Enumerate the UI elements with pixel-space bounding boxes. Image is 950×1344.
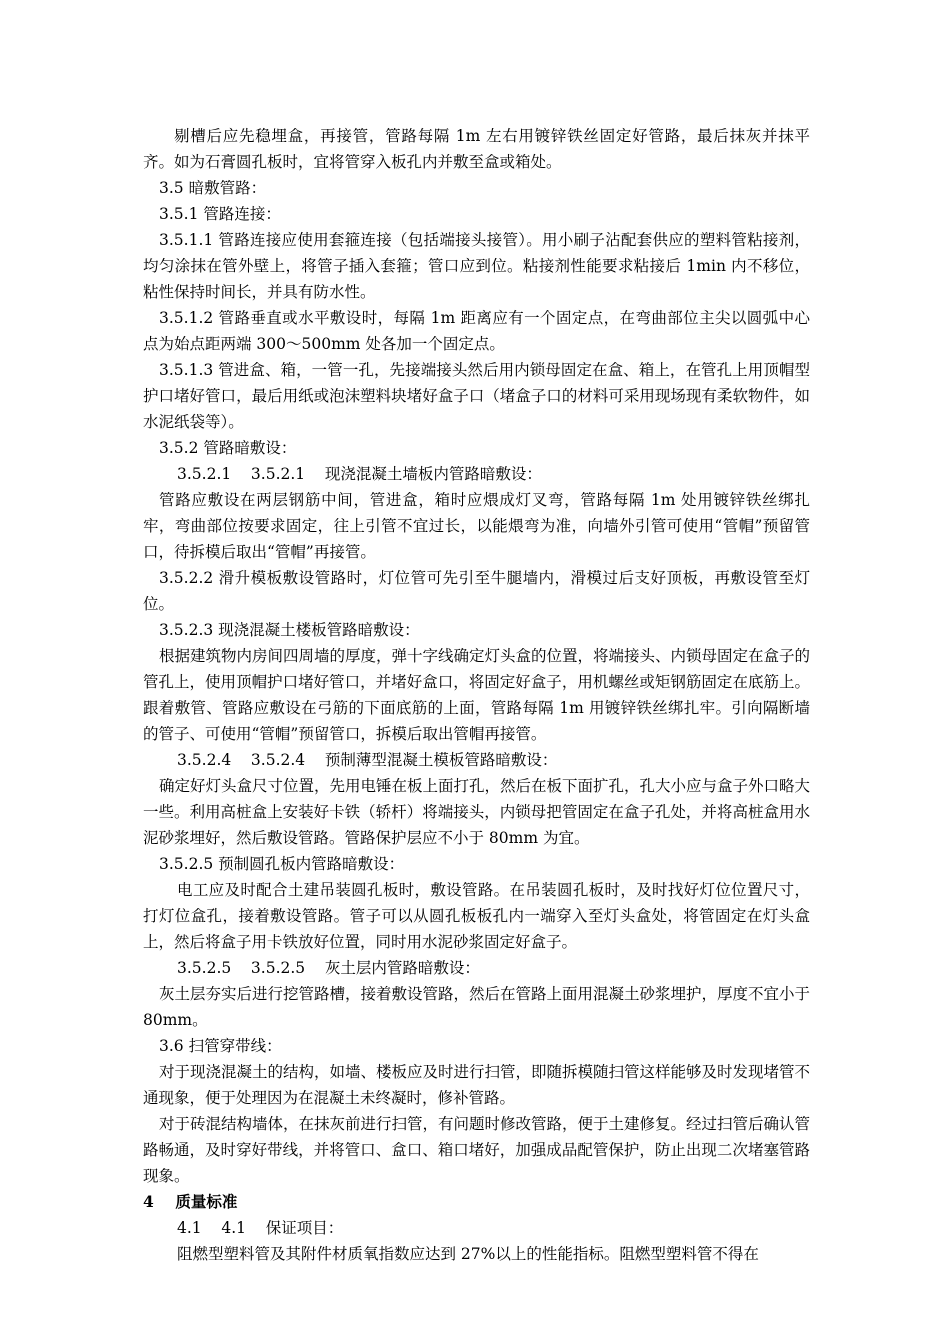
paragraph-wall-conduit [143, 487, 810, 565]
paragraph-3-5-1-2 [143, 305, 810, 357]
paragraph-guarantee [143, 1241, 810, 1267]
body-text: 灰土层夯实后进行挖管路槽，接着敷设管路，然后在管路上面用混凝土砂浆埋护，厚度不宜小于 80mm。 [143, 985, 811, 1029]
body-text: 管路应敷设在两层钢筋中间，管进盒，箱时应煨成灯叉弯，管路每隔 1m 处用镀锌铁丝绑扎牢，弯曲部位按要求固定，往上引管不宜过长，以能煨弯为准，向墙外引管可使用“管帽”预留管口，待拆模后取出“管帽”再接管。 [143, 491, 810, 561]
paragraph-cast-concrete [143, 1059, 810, 1111]
heading-3-5-2-5-b [143, 955, 810, 981]
chapter-heading: 4 质量标准 [143, 1192, 238, 1211]
section-heading: 4.1 4.1 保证项目： [177, 1219, 344, 1237]
body-text: 3.5.1.2 管路垂直或水平敷设时，每隔 1m 距离应有一个固定点，在弯曲部位主尖以圆弧中心点为始点距两端 300～500mm 处各加一个固定点。 [143, 309, 810, 353]
body-text: 对于砖混结构墙体，在抹灰前进行扫管，有问题时修改管路，便于土建修复。经过扫管后确认管路畅通，及时穿好带线，并将管口、盒口、箱口堵好，加强成品配管保护，防止出现二次堵塞管路现象。 [143, 1115, 811, 1185]
body-text: 根据建筑物内房间四周墙的厚度，弹十字线确定灯头盒的位置，将端接头、内锁母固定在盒子的管孔上，使用顶帽护口堵好管口，并堵好盒口，将固定好盒子，用机螺丝或矩钢筋固定在底筋上。跟着敷管、管路应敷设在弓筋的下面底筋的上面，管路每隔 1m 用镀锌铁丝绑扎牢。引向隔断墙的管子、可使用“管帽”预留管口，拆模后取出管帽再接管。 [143, 647, 811, 743]
body-text: 3.5.1.1 管路连接应使用套箍连接（包括端接头接管）。用小刷子沾配套供应的塑料管粘接剂，均匀涂抹在管外壁上，将管子插入套箍；管口应到位。粘接剂性能要求粘接后 1min 内不移位，粘性保持时间长，并具有防水性。 [143, 231, 810, 301]
heading-3-5-1 [143, 201, 810, 227]
section-heading: 3.5 暗敷管路： [159, 179, 267, 197]
body-text: 3.5.2.2 滑升模板敷设管路时，灯位管可先引至牛腿墙内，滑模过后支好顶板，再敷设管至灯位。 [143, 569, 810, 613]
section-heading: 3.5.2.1 3.5.2.1 现浇混凝土墙板内管路暗敷设： [177, 465, 542, 483]
section-heading: 3.5.2.3 现浇混凝土楼板管路暗敷设： [159, 621, 420, 639]
section-heading: 3.5.2 管路暗敷设： [159, 439, 297, 457]
body-text: 确定好灯头盒尺寸位置，先用电锤在板上面打孔，然后在板下面扩孔，孔大小应与盒子外口略大一些。利用高桩盒上安装好卡铁（轿杆）将端接头，内锁母把管固定在盒子孔处，并将高桩盒用水泥砂浆埋好，然后敷设管路。管路保护层应不小于 80mm 为宜。 [143, 777, 811, 847]
section-heading: 3.5.2.4 3.5.2.4 预制薄型混凝土模板管路暗敷设： [177, 751, 558, 769]
heading-3-6 [143, 1033, 810, 1059]
body-text: 阻燃型塑料管及其附件材质氧指数应达到 27%以上的性能指标。阻燃型塑料管不得在 [177, 1245, 759, 1263]
paragraph-3-5-1-1 [143, 227, 810, 305]
paragraph-lime-soil [143, 981, 810, 1033]
section-heading: 3.5.2.5 预制圆孔板内管路暗敷设： [159, 855, 405, 873]
paragraph-3-5-1-3 [143, 357, 810, 435]
paragraph-brick-wall [143, 1111, 810, 1189]
heading-3-5-2-3 [143, 617, 810, 643]
section-heading: 3.6 扫管穿带线： [159, 1037, 282, 1055]
heading-3-5-2-1 [143, 461, 810, 487]
paragraph-trench-embedding [143, 123, 810, 175]
heading-4-1 [143, 1215, 810, 1241]
paragraph-thin-slab [143, 773, 810, 851]
paragraph-floor-slab [143, 643, 810, 747]
heading-3-5-2-4 [143, 747, 810, 773]
heading-4 [143, 1189, 810, 1215]
body-text: 对于现浇混凝土的结构，如墙、楼板应及时进行扫管，即随拆模随扫管这样能够及时发现堵管不通现象，便于处理因为在混凝土未终凝时，修补管路。 [143, 1063, 811, 1107]
heading-3-5-2-5 [143, 851, 810, 877]
heading-3-5-2 [143, 435, 810, 461]
paragraph-3-5-2-2 [143, 565, 810, 617]
body-text: 剔槽后应先稳埋盒，再接管，管路每隔 1m 左右用镀锌铁丝固定好管路，最后抹灰并抹平齐。如为石膏圆孔板时，宜将管穿入板孔内并敷至盒或箱处。 [143, 127, 810, 171]
body-text: 电工应及时配合土建吊装圆孔板时，敷设管路。在吊装圆孔板时，及时找好灯位位置尺寸，打灯位盒孔，接着敷设管路。管子可以从圆孔板板孔内一端穿入至灯头盒处，将管固定在灯头盒上，然后将盒子用卡铁放好位置，同时用水泥砂浆固定好盒子。 [143, 881, 810, 951]
heading-3-5 [143, 175, 810, 201]
paragraph-hollow-slab [143, 877, 810, 955]
section-heading: 3.5.1 管路连接： [159, 205, 281, 223]
section-heading: 3.5.2.5 3.5.2.5 灰土层内管路暗敷设： [177, 959, 480, 977]
body-text: 3.5.1.3 管进盒、箱，一管一孔，先接端接头然后用内锁母固定在盒、箱上，在管孔上用顶帽型护口堵好管口，最后用纸或泡沫塑料块堵好盒子口（堵盒子口的材料可采用现场现有柔软物件，如水泥纸袋等）。 [143, 361, 810, 431]
